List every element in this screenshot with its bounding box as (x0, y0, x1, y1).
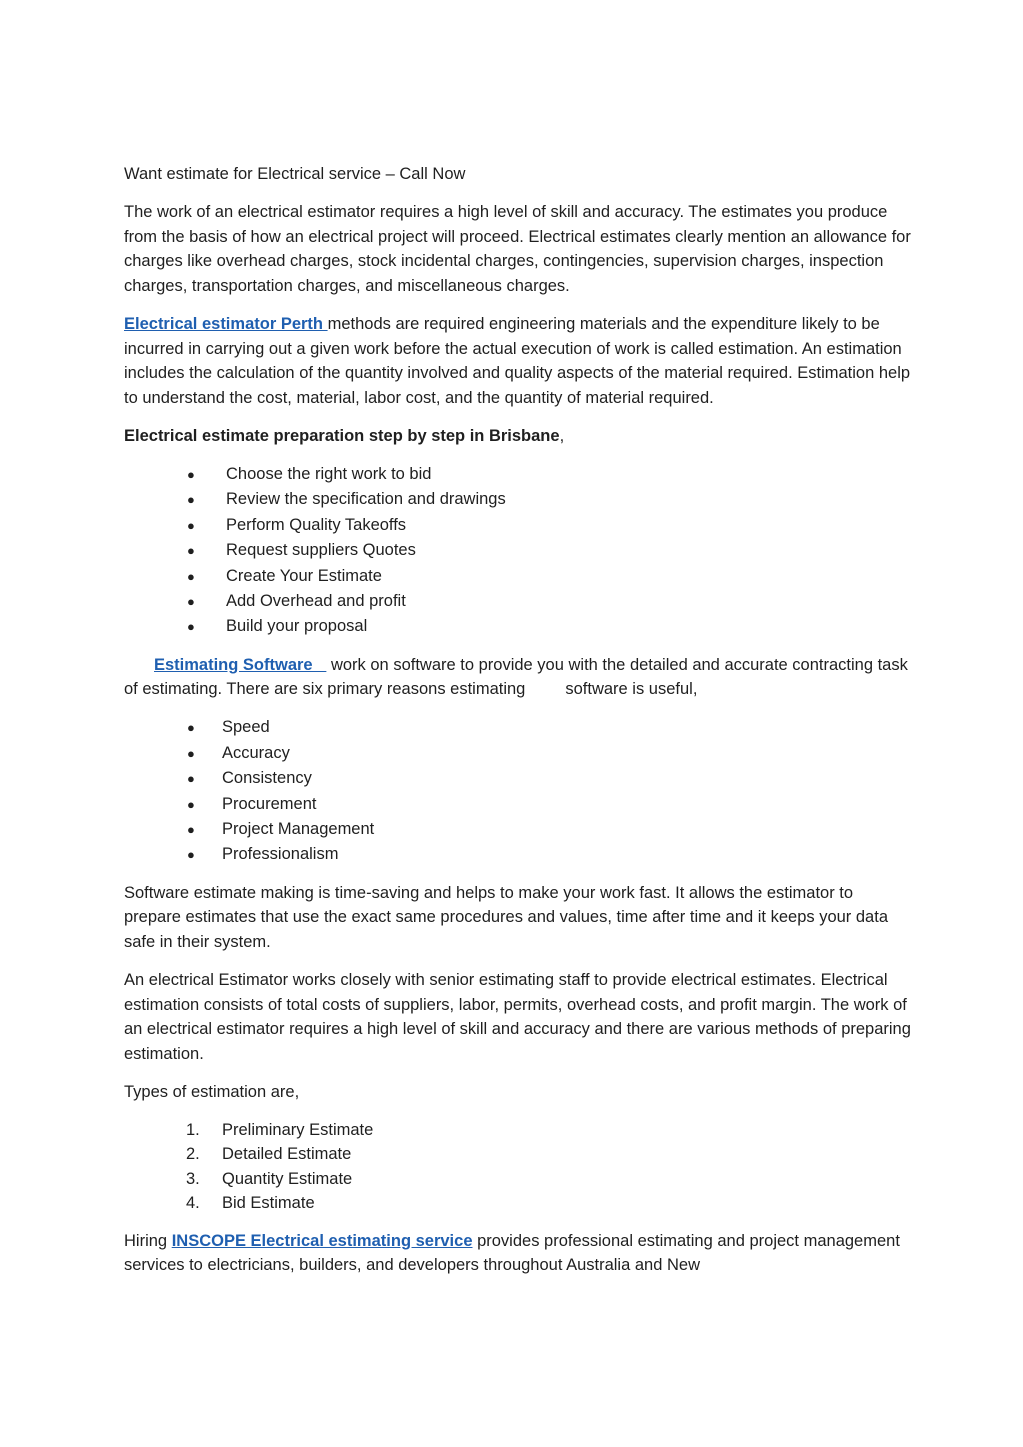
electrical-estimator-perth-link[interactable]: Electrical estimator Perth (124, 314, 328, 333)
hiring-paragraph (124, 1229, 914, 1278)
list-item-label: Procurement (222, 794, 317, 813)
list-number: 1. (186, 1120, 200, 1139)
list-item (124, 766, 914, 791)
list-item-label: Build your proposal (226, 617, 368, 636)
list-item (124, 792, 914, 817)
bullet-icon: ● (187, 492, 195, 508)
bullet-icon: ● (187, 568, 195, 584)
list-item-label: Accuracy (222, 743, 290, 762)
list-number: 4. (186, 1194, 200, 1213)
bullet-icon: ● (187, 720, 195, 736)
types-heading: Types of estimation are, (124, 1082, 300, 1101)
bullet-icon: ● (187, 543, 195, 559)
list-number: 2. (186, 1145, 200, 1164)
list-item-label: Quantity Estimate (222, 1169, 353, 1188)
bullet-icon: ● (187, 593, 195, 609)
list-item (124, 564, 914, 589)
estimator-paragraph (124, 312, 914, 410)
list-item-label: Speed (222, 718, 270, 737)
list-number: 3. (186, 1169, 200, 1188)
steps-heading-line (124, 424, 914, 449)
bullet-icon: ● (187, 771, 195, 787)
estimating-software-link[interactable]: Estimating Software (154, 655, 327, 674)
software-paragraph-text-b: software is useful, (565, 680, 698, 699)
document-body (124, 162, 914, 1291)
list-item-label: Detailed Estimate (222, 1145, 352, 1164)
bullet-icon: ● (187, 619, 195, 635)
steps-heading-suffix: , (559, 426, 565, 445)
steps-list (124, 462, 914, 640)
list-item (124, 1167, 914, 1191)
list-item (124, 715, 914, 740)
estimator-role-paragraph: An electrical Estimator works closely with senior estimating staff to provide electrical estimates. Electrical estimation consists of total costs of suppliers, labor, permits, overhead costs, and profit margin. The work of an electrical estimator requires a high level of skill and accuracy and there are various methods of preparing estimation. (124, 970, 911, 1063)
list-item (124, 842, 914, 867)
list-item (124, 538, 914, 563)
types-list (124, 1118, 914, 1216)
steps-heading: Electrical estimate preparation step by step in Brisbane (124, 426, 560, 445)
estimator-paragraph-text: methods are required engineering materials and the expenditure likely to be incurred in carrying out a given work before the actual execution of work is called estimation. An estimation includes the calculation of the quantity involved and quality aspects of the material required. Estimation help to understand the cost, material, labor cost, and the quantity of material required. (124, 314, 911, 407)
hiring-text: provides professional estimating and project management services to electricians, builders, and developers throughout Australia and New (124, 1231, 900, 1275)
list-item-label: Add Overhead and profit (226, 591, 406, 610)
list-item (124, 817, 914, 842)
bullet-icon: ● (187, 466, 195, 482)
list-item (124, 741, 914, 766)
list-item-label: Choose the right work to bid (226, 464, 432, 483)
software-paragraph-text-a: work on software to provide you with the detailed and accurate contracting task of estimating. There are six primary reasons estimating (124, 655, 908, 699)
list-item-label: Consistency (222, 769, 312, 788)
list-item (124, 1142, 914, 1166)
inscope-service-link[interactable]: INSCOPE Electrical estimating service (171, 1231, 473, 1250)
list-item (124, 1191, 914, 1215)
software-paragraph (124, 653, 914, 702)
list-item (124, 487, 914, 512)
list-item (124, 614, 914, 639)
list-item (124, 1118, 914, 1142)
hiring-prefix: Hiring (124, 1231, 172, 1250)
software-benefits-paragraph: Software estimate making is time-saving and helps to make your work fast. It allows the estimator to prepare estimates that use the exact same procedures and values, time after time and it keeps your data safe in their system. (124, 883, 888, 951)
list-item-label: Create Your Estimate (226, 566, 382, 585)
list-item-label: Professionalism (222, 845, 339, 864)
document-heading: Want estimate for Electrical service – Call Now (124, 165, 466, 183)
list-item (124, 462, 914, 487)
bullet-icon: ● (187, 745, 195, 761)
list-item-label: Preliminary Estimate (222, 1120, 374, 1139)
list-item (124, 589, 914, 614)
list-item (124, 513, 914, 538)
bullet-icon: ● (187, 821, 195, 837)
reasons-list (124, 715, 914, 867)
list-item-label: Project Management (222, 819, 375, 838)
list-item-label: Review the specification and drawings (226, 490, 506, 509)
list-item-label: Request suppliers Quotes (226, 541, 416, 560)
bullet-icon: ● (187, 847, 195, 863)
list-item-label: Bid Estimate (222, 1194, 315, 1213)
bullet-icon: ● (187, 517, 195, 533)
list-item-label: Perform Quality Takeoffs (226, 515, 407, 534)
intro-paragraph: The work of an electrical estimator requires a high level of skill and accuracy. The estimates you produce from the basis of how an electrical project will proceed. Electrical estimates clearly mention an allowance for charges like overhead charges, stock incidental charges, contingencies, supervision charges, inspection charges, transportation charges, and miscellaneous charges. (124, 203, 911, 295)
bullet-icon: ● (187, 796, 195, 812)
